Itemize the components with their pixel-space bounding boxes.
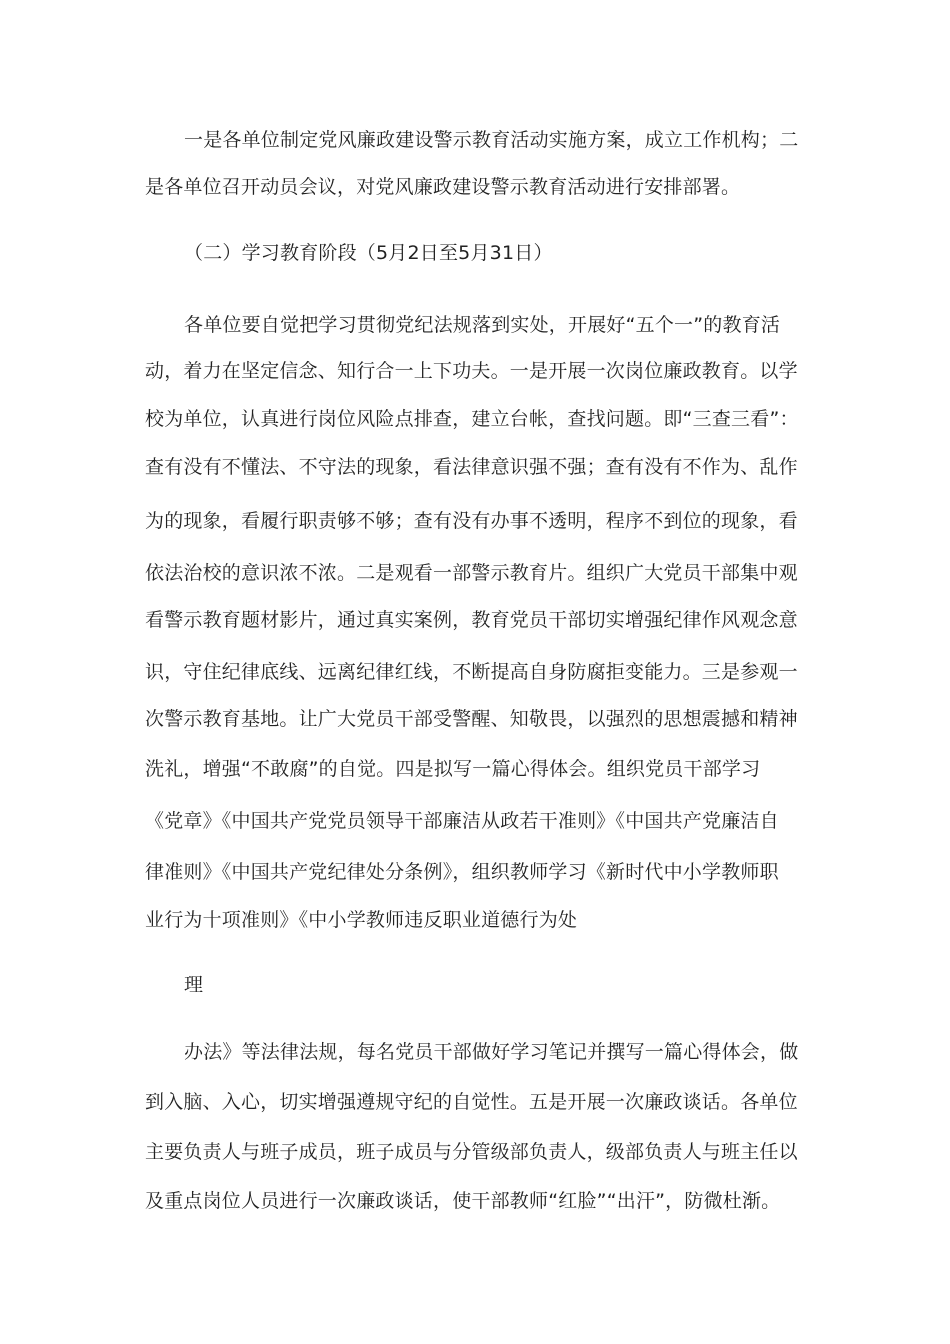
orphan-character: 理 bbox=[184, 974, 204, 996]
paragraph-2-line-9: 次警示教育基地。让广大党员干部受警醒、知敬畏，以强烈的思想震撼和精神 bbox=[145, 708, 798, 730]
paragraph-3-line-3: 主要负责人与班子成员，班子成员与分管级部负责人，级部负责人与班主任以 bbox=[145, 1141, 798, 1163]
paragraph-2-line-1: 各单位要自觉把学习贯彻党纪法规落到实处，开展好“五个一”的教育活 bbox=[184, 314, 781, 336]
section-heading: （二）学习教育阶段（5月2日至5月31日） bbox=[184, 242, 553, 264]
paragraph-2-line-2: 动，着力在坚定信念、知行合一上下功夫。一是开展一次岗位廉政教育。以学 bbox=[145, 360, 798, 382]
paragraph-1-line-1: 一是各单位制定党风廉政建设警示教育活动实施方案，成立工作机构；二 bbox=[184, 129, 799, 151]
paragraph-2-line-5: 为的现象，看履行职责够不够；查有没有办事不透明，程序不到位的现象，看 bbox=[145, 510, 798, 532]
paragraph-2-line-7: 看警示教育题材影片，通过真实案例，教育党员干部切实增强纪律作风观念意 bbox=[145, 609, 798, 631]
paragraph-2-line-4: 查有没有不懂法、不守法的现象，看法律意识强不强；查有没有不作为、乱作 bbox=[145, 456, 798, 478]
paragraph-1-line-2: 是各单位召开动员会议，对党风廉政建设警示教育活动进行安排部署。 bbox=[145, 176, 741, 198]
paragraph-2-line-3: 校为单位，认真进行岗位风险点排查，建立台帐，查找问题。即“三查三看”： bbox=[145, 408, 799, 430]
paragraph-2-line-10: 洗礼，增强“不敢腐”的自觉。四是拟写一篇心得体会。组织党员干部学习 bbox=[145, 758, 761, 780]
paragraph-3-line-4: 及重点岗位人员进行一次廉政谈话，使干部教师“红脸”“出汗”，防微杜渐。 bbox=[145, 1190, 781, 1212]
paragraph-2-line-6: 依法治校的意识浓不浓。二是观看一部警示教育片。组织广大党员干部集中观 bbox=[145, 562, 798, 584]
paragraph-2-line-12: 律准则》《中国共产党纪律处分条例》，组织教师学习《新时代中小学教师职 bbox=[145, 861, 779, 883]
paragraph-2-line-11: 《党章》《中国共产党党员领导干部廉洁从政若干准则》《中国共产党廉洁自 bbox=[145, 810, 779, 832]
paragraph-2-line-8: 识，守住纪律底线、远离纪律红线，不断提高自身防腐拒变能力。三是参观一 bbox=[145, 661, 798, 683]
paragraph-3-line-1: 办法》等法律法规，每名党员干部做好学习笔记并撰写一篇心得体会，做 bbox=[184, 1041, 799, 1063]
paragraph-2-line-13: 业行为十项准则》《中小学教师违反职业道德行为处 bbox=[145, 909, 578, 931]
paragraph-3-line-2: 到入脑、入心，切实增强遵规守纪的自觉性。五是开展一次廉政谈话。各单位 bbox=[145, 1091, 798, 1113]
